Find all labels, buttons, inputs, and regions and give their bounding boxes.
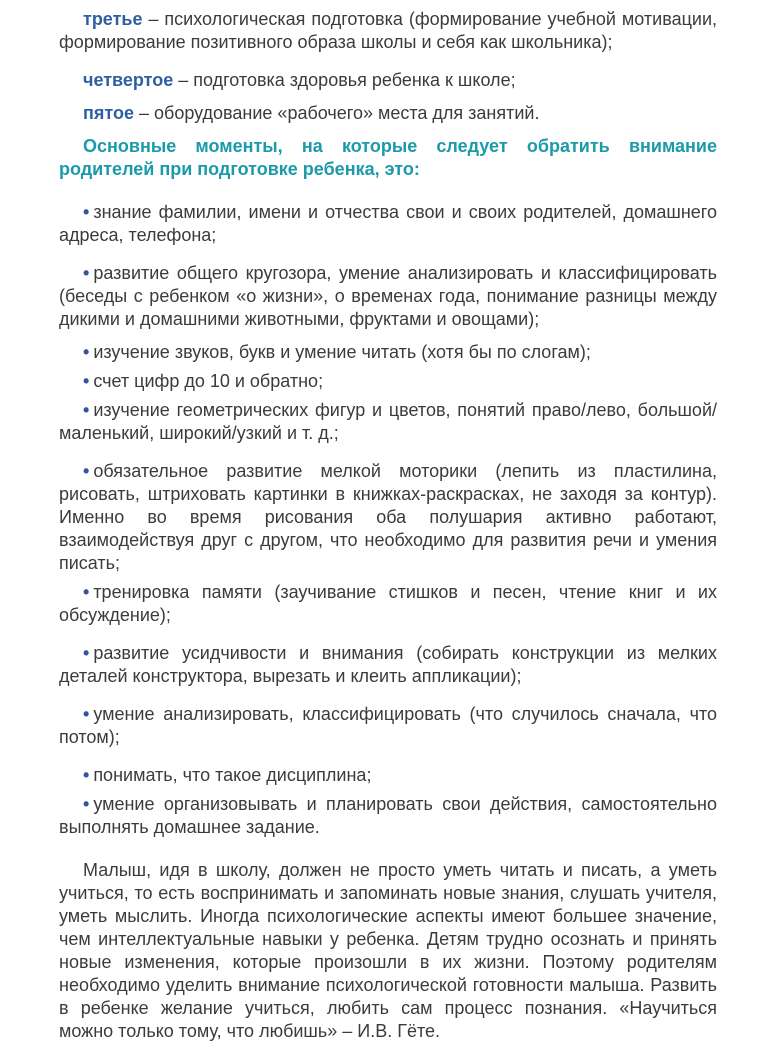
bullet-text: знание фамилии, имени и отчества свои и своих родителей, домашнего адреса, телефона; — [59, 202, 717, 245]
bullet-text: изучение геометрических фигур и цветов, понятий право/лево, большой/маленький, широкий/узкий и т. д.; — [59, 400, 717, 443]
bullet-item — [59, 370, 717, 393]
bullet-text: тренировка памяти (заучивание стишков и песен, чтение книг и их обсуждение); — [59, 582, 717, 625]
bullet-item — [59, 341, 717, 364]
bullet-icon: • — [83, 704, 90, 724]
bullet-text: обязательное развитие мелкой моторики (лепить из пластилина, рисовать, штриховать картинки в книжках-раскрасках, не заходя за контур). Именно во время рисования оба полушария активно работают, взаимодействуя друг с другом, что необходимо для развития речи и умения писать; — [59, 461, 717, 573]
section-heading: Основные моменты, на которые следует обратить внимание родителей при подготовке ребенка, это: — [59, 136, 717, 179]
bullet-icon: • — [83, 400, 90, 420]
bullet-icon: • — [83, 202, 90, 222]
bullet-item — [59, 703, 717, 749]
bullet-text: умение анализировать, классифицировать (что случилось сначала, что потом); — [59, 704, 717, 747]
closing-paragraph: Малыш, идя в школу, должен не просто уметь читать и писать, а уметь учиться, то есть воспринимать и запоминать новые знания, слушать учителя, уметь мыслить. Иногда психологические аспекты имеют большее значение, чем интеллектуальные навыки у ребенка. Детям трудно осознать и принять новые изменения, которые произошли в их жизни. Поэтому родителям необходимо уделить внимание психологической готовности малыша. Развить в ребенке желание учиться, любить сам процесс познания. «Научиться можно только тому, что любишь» – И.В. Гёте. — [59, 860, 717, 1041]
lead-word-fifth: пятое — [83, 103, 134, 123]
lead-word-fourth: четвертое — [83, 70, 174, 90]
bullet-item — [59, 399, 717, 445]
bullet-icon: • — [83, 371, 90, 391]
bullet-text: умение организовывать и планировать свои действия, самостоятельно выполнять домашнее задание. — [59, 794, 717, 837]
intro-text-third: – психологическая подготовка (формирование учебной мотивации, формирование позитивного образа школы и себя как школьника); — [59, 9, 717, 52]
intro-text-fifth: – оборудование «рабочего» места для занятий. — [138, 103, 540, 123]
bullet-icon: • — [83, 643, 90, 663]
intro-text-fourth: – подготовка здоровья ребенка к школе; — [178, 70, 516, 90]
bullet-item — [59, 460, 717, 575]
bullet-item — [59, 793, 717, 839]
bullet-item — [59, 764, 717, 787]
bullet-text: счет цифр до 10 и обратно; — [93, 371, 324, 391]
bullet-text: развитие общего кругозора, умение анализировать и классифицировать (беседы с ребенком «о жизни», о временах года, понимание разницы между дикими и домашними животными, фруктами и овощами); — [59, 263, 717, 329]
bullet-text: развитие усидчивости и внимания (собирать конструкции из мелких деталей конструктора, вырезать и клеить аппликации); — [59, 643, 717, 686]
intro-paragraph-fifth — [59, 102, 717, 125]
intro-paragraph-fourth — [59, 69, 717, 92]
bullet-item — [59, 581, 717, 627]
bullet-icon: • — [83, 582, 90, 602]
bullet-icon: • — [83, 342, 90, 362]
bullet-item — [59, 642, 717, 688]
bullet-text: изучение звуков, букв и умение читать (хотя бы по слогам); — [93, 342, 591, 362]
bullet-item — [59, 262, 717, 331]
bullet-icon: • — [83, 263, 90, 283]
bullet-icon: • — [83, 765, 90, 785]
intro-paragraph-third — [59, 8, 717, 54]
bullet-text: понимать, что такое дисциплина; — [93, 765, 372, 785]
bullet-icon: • — [83, 461, 90, 481]
bullet-item — [59, 201, 717, 247]
bullet-icon: • — [83, 794, 90, 814]
lead-word-third: третье — [83, 9, 143, 29]
